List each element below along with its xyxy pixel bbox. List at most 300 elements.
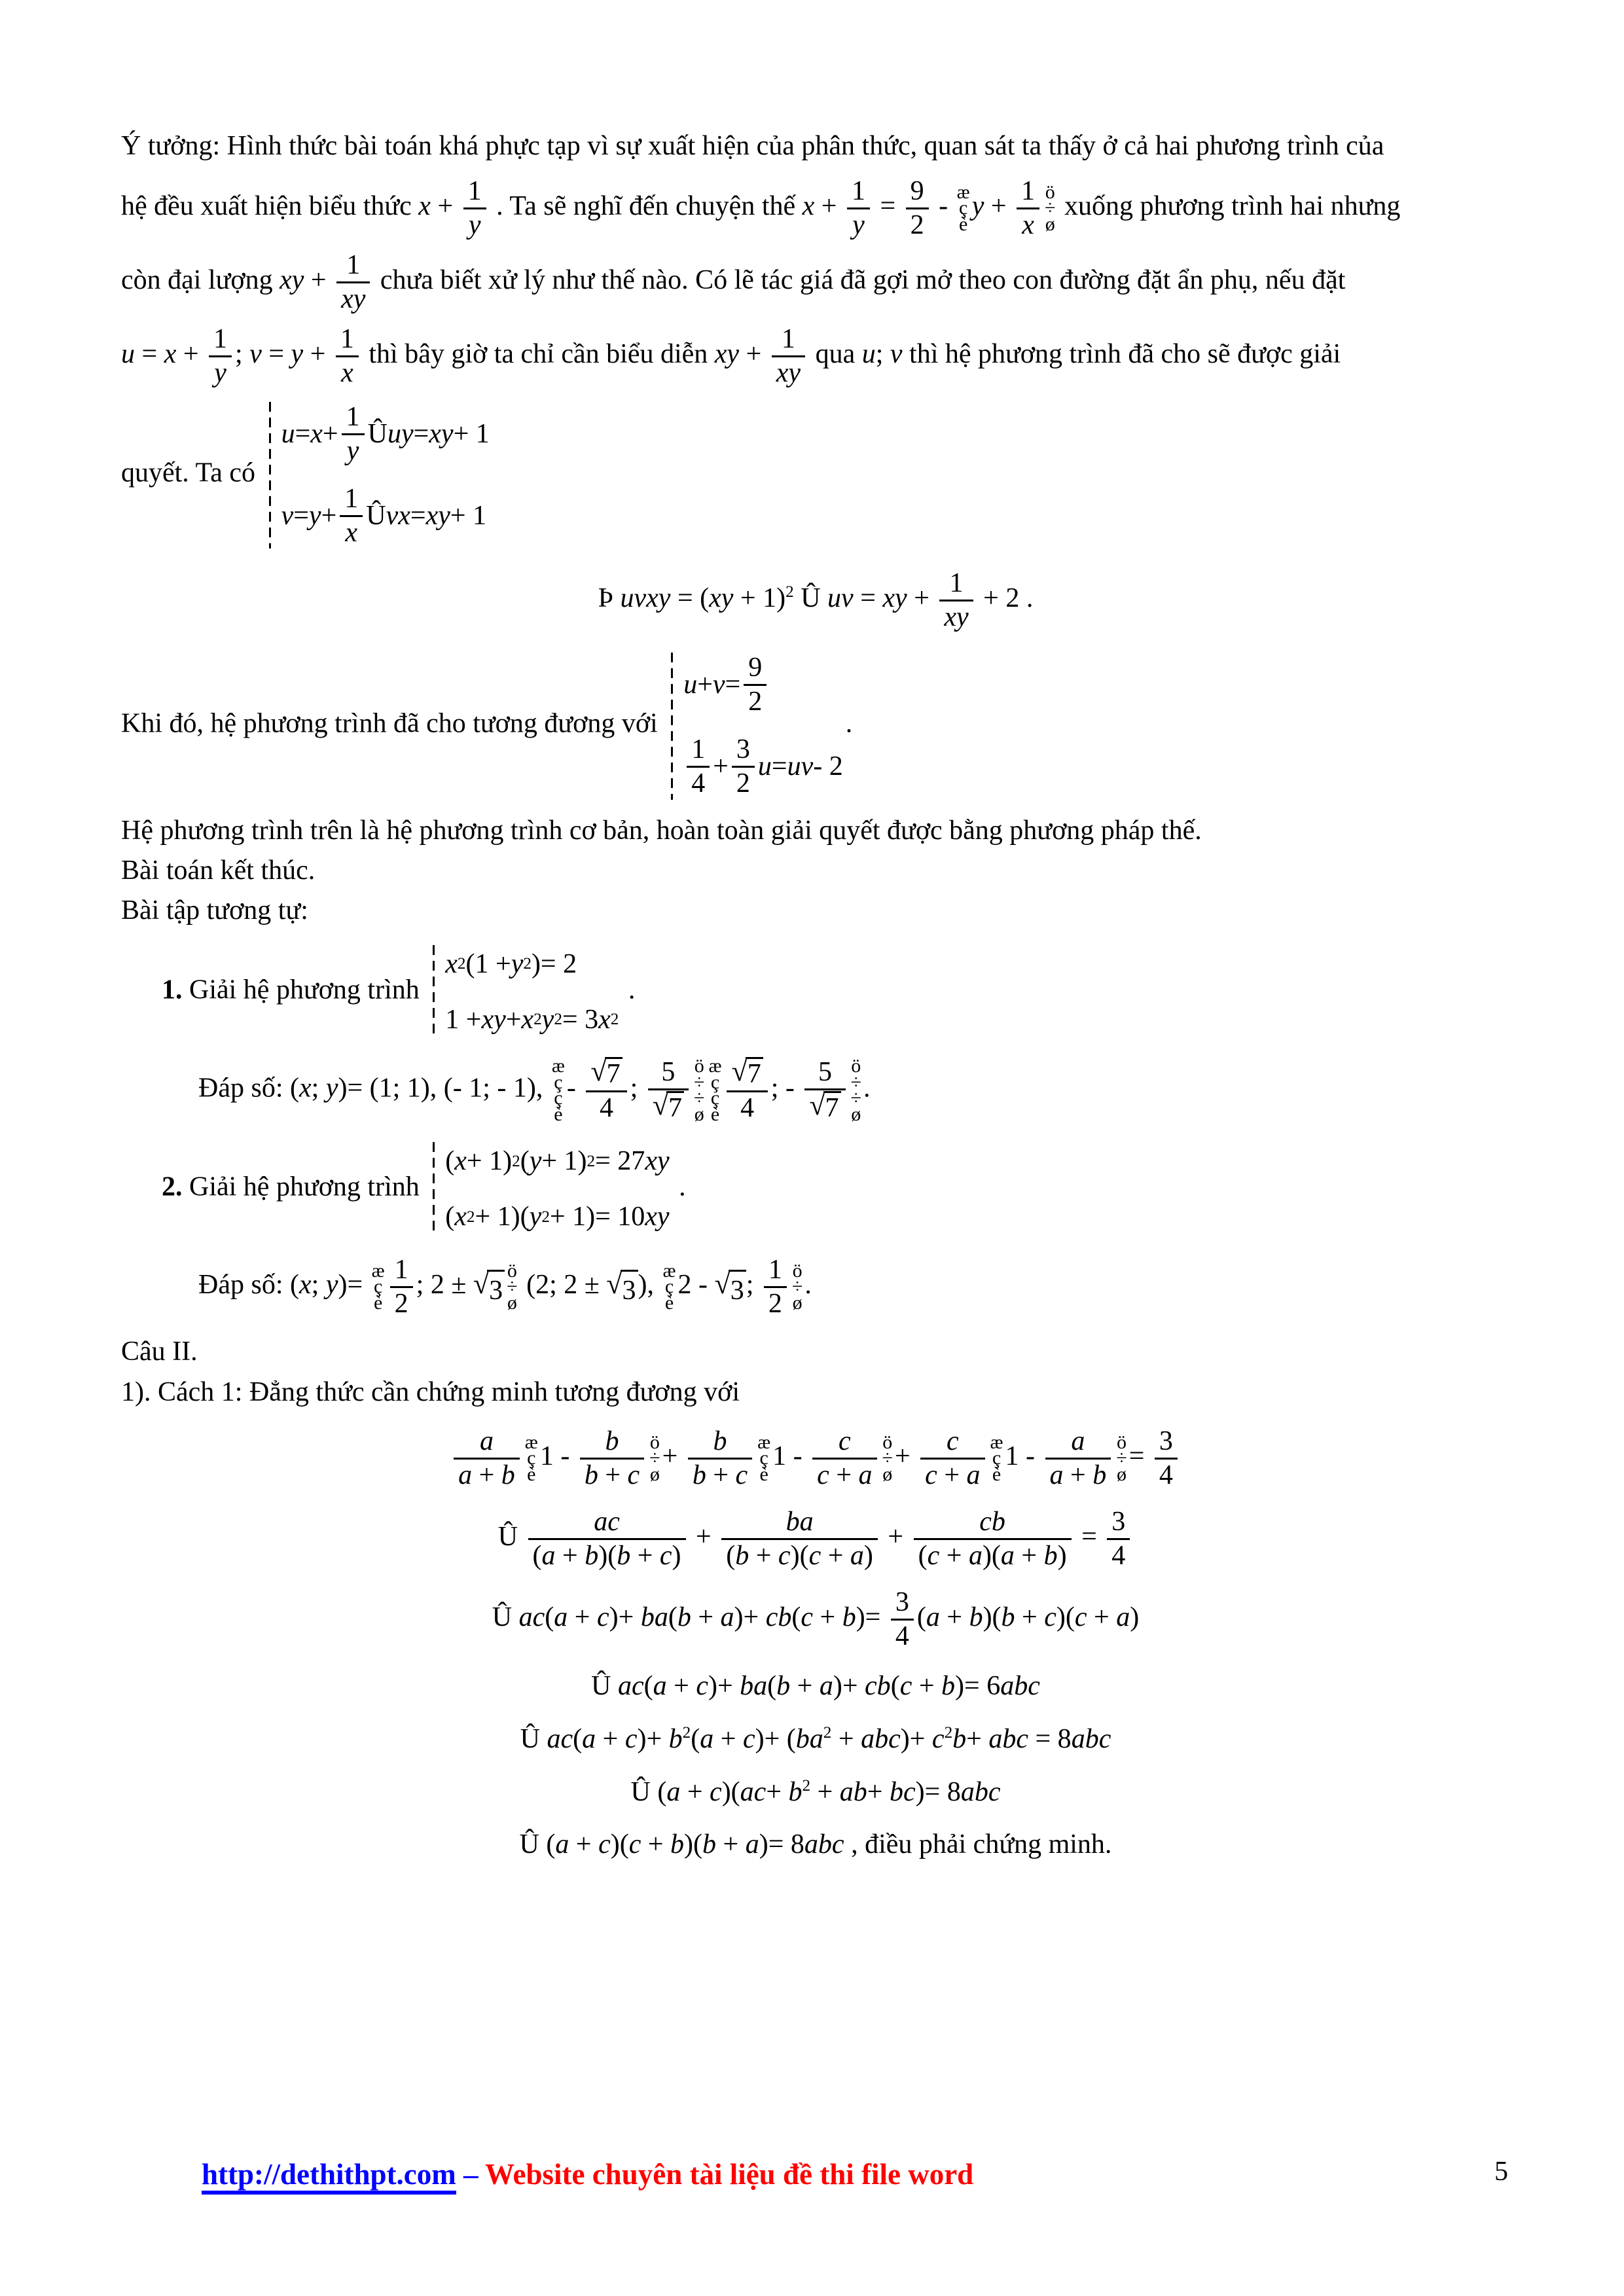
- footer-separator: –: [456, 2158, 485, 2191]
- math-variable: c: [925, 1460, 937, 1491]
- bracket-glyph: ø: [1116, 1463, 1127, 1485]
- fraction: [688, 1426, 752, 1491]
- math-variable: a: [926, 1602, 940, 1633]
- bracket-glyph-column: [551, 1055, 565, 1126]
- numerator: 1: [764, 1255, 787, 1288]
- denominator: [847, 209, 870, 241]
- math-variable: y: [971, 191, 984, 222]
- denominator: 4: [1111, 1541, 1126, 1571]
- fraction: [1045, 1426, 1111, 1491]
- bracket-glyph: è: [759, 1463, 768, 1485]
- math-variable: a: [1116, 1602, 1130, 1633]
- numerator: [688, 1426, 752, 1460]
- system-row: v = y + $\frac{1}{x}$ Û vx = xy + 1: [281, 484, 487, 548]
- intro-line-1: Ý tưởng: Hình thức bài toán khá phực tạp vì sự xuất hiện của phân thức, quan sát ta thấy ở cả hai phương trình của: [121, 131, 1384, 161]
- math-variable: xy: [481, 1004, 506, 1035]
- numerator: 1: [336, 250, 370, 283]
- system-brace: [269, 402, 271, 548]
- denominator: [209, 357, 232, 389]
- bracket-glyph: ÷: [850, 1071, 862, 1093]
- bracket-glyph-column: [791, 1259, 803, 1314]
- math-variable: u: [757, 751, 772, 782]
- math-variable: c: [659, 1541, 672, 1571]
- math-variable: xy: [429, 419, 454, 450]
- system-row: u = x + $\frac{1}{y}$ Û uy = xy + 1: [281, 402, 490, 467]
- denominator: c + a: [817, 1460, 873, 1491]
- problem-2: 2. Giải hệ phương trình ( x + 1) 2 ( y + 1) 2 = 27 xy ( x 2 + 1)( y 2 + 1)= 10 xy .: [121, 1138, 1510, 1240]
- math-variable: xy: [425, 501, 450, 531]
- math-variable: xy: [776, 358, 801, 389]
- math-variable: c: [1044, 1602, 1056, 1633]
- system-row: x 2 (1 + y 2 )= 2: [445, 945, 619, 984]
- math-variable: x: [418, 191, 431, 222]
- numerator: [727, 1057, 767, 1092]
- denominator: 4: [740, 1093, 755, 1124]
- math-variable: abc: [861, 1723, 901, 1754]
- math-variable: a: [555, 1829, 569, 1860]
- numerator: [914, 1507, 1072, 1540]
- math-variable: abc: [1000, 1671, 1040, 1702]
- denominator: [463, 209, 486, 241]
- numerator: 1: [340, 484, 363, 517]
- numerator: [721, 1507, 878, 1540]
- math-variable: x: [164, 339, 177, 370]
- bracket-glyph-column: [524, 1431, 538, 1485]
- math-variable: c: [696, 1671, 708, 1702]
- denominator: [1017, 209, 1039, 241]
- identity-eq-3: Û ac(a + c)+ ba(b + a)+ cb(c + b)= $\frac{3}{4}$ (a + b)(b + c)(c + a): [492, 1587, 1140, 1652]
- bai-tap-tuong-tu: Bài tập tương tự:: [121, 895, 308, 926]
- numerator: [454, 1426, 520, 1460]
- math-variable: a: [745, 1829, 759, 1860]
- math-variable: y: [325, 1270, 338, 1300]
- math-variable: a: [966, 1460, 981, 1491]
- bracket-glyph: ö: [507, 1259, 517, 1282]
- math-variable: c: [817, 1460, 829, 1491]
- fraction: [209, 324, 232, 389]
- math-variable: xy: [645, 1202, 670, 1232]
- radical-sign: √: [714, 1268, 731, 1300]
- numerator: [920, 1426, 984, 1460]
- problem-1: 1. Giải hệ phương trình x 2 (1 + y 2 )= 2 1 + xy + x 2 y 2 = 3 x 2 .: [121, 941, 1510, 1043]
- bracket-glyph: ö: [882, 1431, 893, 1453]
- bracket-glyph-column: [757, 1431, 771, 1485]
- math-variable: u: [281, 419, 295, 450]
- square-root: [590, 1057, 622, 1090]
- numerator: 3: [891, 1587, 914, 1621]
- intro-line-3: còn đại lượng xy + $\frac{1}{xy}$ chưa biết xử lý như thế nào. Có lẽ tác giá đã gợi mở theo con đường đặt ẩn phụ, nếu đặt: [121, 250, 1346, 315]
- bracket-glyph: æ: [551, 1055, 565, 1077]
- numerator: [812, 1426, 876, 1460]
- bracket-glyph: æ: [371, 1259, 385, 1282]
- system-row: $\frac{1}{4}$ + $\frac{3}{2}$ u = uv - 2: [683, 734, 843, 799]
- bracket-glyph: ö: [694, 1055, 704, 1077]
- math-variable: a: [700, 1723, 714, 1754]
- fraction: [1017, 176, 1039, 241]
- bracket-glyph-column: [507, 1259, 518, 1314]
- fraction: [528, 1507, 686, 1571]
- fraction: [906, 176, 929, 241]
- math-variable: b: [735, 1541, 749, 1571]
- bracket-glyph: ÷: [1116, 1447, 1127, 1469]
- numerator: 1: [847, 176, 870, 209]
- math-variable: c: [596, 1602, 609, 1633]
- math-variable: y: [852, 210, 865, 241]
- bold-label: 2.: [162, 1172, 183, 1202]
- math-variable: x: [598, 1004, 611, 1035]
- superscript: 2: [785, 583, 794, 601]
- math-variable: c: [710, 1776, 722, 1807]
- math-variable: b: [969, 1602, 983, 1633]
- bracket-glyph: ø: [694, 1103, 704, 1126]
- bracket-glyph: è: [710, 1103, 720, 1126]
- bracket-glyph: è: [527, 1463, 536, 1485]
- square-root: [731, 1057, 763, 1090]
- superscript: 2: [682, 1723, 691, 1742]
- math-variable: x: [445, 948, 458, 979]
- fraction: [764, 1255, 787, 1319]
- math-variable: x: [521, 1004, 534, 1035]
- bracket-glyph: ÷: [694, 1071, 705, 1093]
- bracket-glyph: è: [554, 1103, 563, 1126]
- math-variable: a: [653, 1671, 667, 1702]
- denominator: c + a: [925, 1460, 981, 1491]
- denominator: [648, 1090, 689, 1124]
- math-variable: abc: [960, 1776, 1001, 1807]
- numerator: [586, 1057, 626, 1092]
- bracket-glyph: ÷: [649, 1447, 660, 1469]
- math-variable: xy: [341, 284, 366, 315]
- identity-eq-1: $\frac{a}{a + b}$ æ ç è 1 - $\frac{b}{b + c}$ ö ÷ ø + $\frac{b}{b + c}$ æ ç è 1 - $\frac{c}{c + a}$ ö ÷ ø + $\frac{c}{c + a}$ æ ç è 1 - $\frac{a}{a + b}$ ö ÷ ø = $\frac{3}{4}$: [121, 1426, 1510, 1491]
- math-variable: abc: [1071, 1723, 1111, 1754]
- math-variable: c: [742, 1723, 755, 1754]
- math-variable: y: [214, 358, 226, 389]
- numerator: [580, 1426, 644, 1460]
- square-root: [653, 1091, 684, 1124]
- bracket-glyph: è: [374, 1291, 383, 1314]
- radical-sign: √: [590, 1055, 607, 1088]
- denominator: [804, 1090, 845, 1124]
- math-variable: y: [541, 1004, 554, 1035]
- math-variable: c: [598, 1829, 611, 1860]
- bracket-glyph: ö: [1045, 181, 1055, 203]
- system-brace: [671, 653, 673, 799]
- bracket-glyph-column: [882, 1431, 893, 1485]
- math-variable: b: [842, 1602, 856, 1633]
- radicand: 3: [487, 1270, 505, 1310]
- math-variable: c: [627, 1460, 640, 1491]
- math-variable: x: [1022, 210, 1034, 241]
- system-brace: [433, 945, 435, 1039]
- answer-2: Đáp số: (x; y)= æ ç è $\frac{1}{2}$ ; 2 ± √ 3 ö ÷ ø (2; 2 ± √ 3 ), æ ç è 2 - √ 3 ; $\frac{1}{2}$ ö ÷ ø .: [198, 1255, 812, 1319]
- math-variable: ab: [839, 1776, 867, 1807]
- fraction: [336, 324, 359, 389]
- footer-tagline: Website chuyên tài liệu đề thi file word: [484, 2158, 974, 2191]
- superscript: 2: [823, 1723, 832, 1742]
- math-variable: vx: [386, 501, 410, 531]
- cach-1-line: 1). Cách 1: Đẳng thức cần chứng minh tương đương với: [121, 1376, 740, 1407]
- identity-eq-5: Û $ac(a + c)+ b^2(a + c)+ (ba^2 + abc)+ c^2b+$ abc = 8abc: [520, 1723, 1111, 1754]
- math-variable: a: [666, 1776, 681, 1807]
- math-variable: x: [341, 358, 353, 389]
- math-variable: uv: [787, 751, 814, 782]
- math-variable: c: [899, 1671, 912, 1702]
- denominator: 4: [1159, 1460, 1173, 1491]
- math-variable: v: [249, 339, 262, 370]
- bracket-glyph-column: [850, 1055, 862, 1126]
- system-row: u + v = $\frac{9}{2}$: [683, 653, 843, 717]
- bracket-glyph: è: [959, 213, 968, 235]
- fraction: [732, 734, 755, 799]
- bracket-glyph: ç: [554, 1071, 563, 1093]
- math-variable: a: [1049, 1460, 1064, 1491]
- math-variable: y: [325, 1073, 338, 1104]
- math-variable: abc: [988, 1723, 1028, 1754]
- radical-sign: √: [809, 1089, 825, 1122]
- math-variable: xy: [882, 583, 907, 614]
- math-variable: c: [947, 1426, 959, 1456]
- math-variable: b: [670, 1829, 685, 1860]
- math-variable: b: [501, 1460, 515, 1491]
- fraction: [648, 1057, 689, 1124]
- bracket-glyph: ø: [792, 1291, 803, 1314]
- math-variable: a: [858, 1460, 873, 1491]
- fraction: [342, 402, 365, 467]
- denominator: [939, 601, 973, 633]
- math-variable: b: [1001, 1602, 1015, 1633]
- math-variable: b: [668, 1723, 683, 1754]
- denominator: [772, 357, 805, 389]
- cau-ii-heading: Câu II.: [121, 1336, 198, 1367]
- he-co-ban-line: Hệ phương trình trên là hệ phương trình cơ bản, hoàn toàn giải quyết được bằng phương pháp thế.: [121, 815, 1202, 846]
- bracket-glyph: ç: [374, 1276, 383, 1298]
- math-variable: a: [850, 1541, 864, 1571]
- math-variable: b: [788, 1776, 803, 1807]
- math-variable: c: [1074, 1602, 1087, 1633]
- bracket-glyph-column: [1045, 181, 1056, 235]
- math-variable: abc: [804, 1829, 844, 1860]
- system-row: ( x + 1) 2 ( y + 1) 2 = 27 xy: [445, 1142, 669, 1181]
- denominator: [342, 435, 365, 467]
- equation-system: [265, 402, 490, 548]
- math-variable: xy: [944, 602, 969, 633]
- math-variable: y: [346, 436, 359, 467]
- fraction: [336, 250, 370, 315]
- math-variable: x: [802, 191, 815, 222]
- bracket-glyph: ç: [959, 197, 968, 219]
- math-variable: xy: [714, 339, 740, 370]
- math-variable: v: [281, 501, 294, 531]
- math-variable: u: [683, 670, 698, 700]
- radicand: 7: [746, 1057, 763, 1090]
- radical-sign: √: [652, 1089, 668, 1122]
- bracket-glyph: ç: [710, 1087, 720, 1109]
- numerator: 3: [1155, 1426, 1178, 1460]
- denominator: a + b: [458, 1460, 515, 1491]
- math-variable: v: [890, 339, 903, 370]
- denominator: 2: [394, 1289, 408, 1319]
- math-variable: ba: [795, 1723, 823, 1754]
- math-variable: b: [584, 1460, 598, 1491]
- math-variable: b: [1043, 1541, 1058, 1571]
- bracket-glyph: ç: [527, 1447, 536, 1469]
- math-variable: ba: [640, 1602, 668, 1633]
- square-root: [606, 1270, 638, 1310]
- math-variable: y: [529, 1146, 542, 1177]
- numerator: 3: [1107, 1507, 1130, 1540]
- bracket-glyph: ö: [649, 1431, 660, 1453]
- fraction: [744, 653, 767, 717]
- fraction: [939, 568, 973, 633]
- radical-sign: √: [731, 1055, 748, 1088]
- bracket-glyph: ÷: [850, 1087, 862, 1109]
- math-variable: c: [931, 1723, 945, 1754]
- math-variable: uvxy: [620, 583, 671, 614]
- bracket-glyph: æ: [956, 181, 970, 203]
- bracket-glyph: ö: [1116, 1431, 1127, 1453]
- denominator: 2: [748, 687, 763, 717]
- math-variable: cb: [865, 1671, 891, 1702]
- bracket-glyph-column: [649, 1431, 660, 1485]
- bracket-glyph: è: [992, 1463, 1001, 1485]
- bracket-glyph: ÷: [882, 1447, 893, 1469]
- fraction: [727, 1057, 767, 1124]
- denominator: [336, 357, 359, 389]
- fraction: [772, 324, 805, 389]
- square-root: [473, 1270, 505, 1310]
- bai-toan-ket-thuc: Bài toán kết thúc.: [121, 855, 316, 886]
- fraction: [390, 1255, 413, 1319]
- ta-co-system: quyết. Ta có u = x + $\frac{1}{y}$ Û uy = xy + 1 v = y + $\frac{1}{x}$ Û vx = xy + 1: [121, 402, 490, 548]
- equation-system: [429, 945, 619, 1039]
- page-number: 5: [1494, 2157, 1508, 2187]
- denominator: (c + a)(a + b): [918, 1541, 1067, 1571]
- numerator: 1: [772, 324, 805, 357]
- equation-system: [429, 1142, 669, 1236]
- bracket-glyph-column: [708, 1055, 722, 1126]
- radicand: 3: [621, 1270, 638, 1310]
- denominator: 2: [736, 768, 750, 799]
- bracket-glyph: ç: [710, 1071, 720, 1093]
- denominator: 2: [910, 210, 924, 241]
- math-variable: c: [927, 1541, 940, 1571]
- radical-sign: √: [473, 1268, 490, 1300]
- square-root: [809, 1091, 840, 1124]
- fraction: [804, 1057, 845, 1124]
- denominator: [336, 283, 370, 315]
- math-variable: a: [541, 1541, 556, 1571]
- system-rows: [445, 1142, 669, 1236]
- math-variable: y: [529, 1202, 542, 1232]
- bracket-glyph-column: [990, 1431, 1003, 1485]
- math-variable: x: [298, 1270, 312, 1300]
- bracket-glyph: ÷: [1045, 197, 1056, 219]
- fraction: [914, 1507, 1072, 1571]
- bracket-glyph-column: [1116, 1431, 1127, 1485]
- bracket-glyph: æ: [662, 1259, 676, 1282]
- system-rows: [683, 653, 843, 799]
- math-variable: c: [778, 1541, 791, 1571]
- bracket-glyph: ÷: [791, 1276, 803, 1298]
- fraction: [340, 484, 363, 548]
- fraction: [812, 1426, 876, 1491]
- uv-equation: Þ uvxy = (xy + 1)$^2$ Û uv = xy + $\frac{1}{xy}$ + 2 .: [598, 568, 1034, 633]
- denominator: (a + b)(b + c): [532, 1541, 681, 1571]
- bracket-glyph: ç: [759, 1447, 768, 1469]
- bold-label: 1.: [162, 975, 183, 1005]
- answer-1: Đáp số: (x; y)= (1; 1), (- 1; - 1), æ ç ç è - √ 7 4 ; 5 √ 7 ö ÷ ÷ ø æ ç ç è √ 7 4 ; - 5 √ 7 ö ÷ ÷ ø .: [198, 1055, 871, 1126]
- bracket-glyph: ç: [992, 1447, 1001, 1469]
- math-variable: c: [628, 1829, 641, 1860]
- numerator: 9: [906, 176, 929, 209]
- superscript: 2: [944, 1723, 953, 1742]
- math-variable: v: [712, 670, 725, 700]
- math-variable: y: [468, 210, 481, 241]
- math-variable: cb: [979, 1507, 1005, 1537]
- footer-link[interactable]: http://dethithpt.com: [202, 2158, 456, 2195]
- math-variable: ac: [617, 1671, 644, 1702]
- math-variable: ac: [740, 1776, 767, 1807]
- identity-eq-4: Û ac(a + c)+ ba(b + a)+ cb(c + b)= 6abc: [591, 1671, 1040, 1702]
- bracket-glyph: ø: [882, 1463, 893, 1485]
- system-row: 1 + xy + x 2 y 2 = 3 x 2: [445, 1001, 619, 1039]
- math-variable: u: [121, 339, 135, 370]
- bracket-glyph: æ: [990, 1431, 1003, 1453]
- math-variable: y: [291, 339, 304, 370]
- math-variable: b: [605, 1426, 619, 1456]
- math-variable: b: [941, 1671, 956, 1702]
- math-variable: u: [861, 339, 876, 370]
- fraction: [1107, 1507, 1130, 1571]
- bracket-glyph: ø: [1045, 213, 1055, 235]
- fraction: [687, 734, 710, 799]
- numerator: 1: [390, 1255, 413, 1288]
- math-variable: b: [692, 1460, 706, 1491]
- radicand: 7: [666, 1091, 684, 1124]
- numerator: [528, 1507, 686, 1540]
- system-rows: [445, 945, 619, 1039]
- bracket-glyph-column: [662, 1259, 676, 1314]
- denominator: [340, 517, 363, 548]
- math-variable: ba: [740, 1671, 768, 1702]
- fraction: [847, 176, 870, 241]
- math-variable: a: [582, 1723, 596, 1754]
- math-variable: a: [1071, 1426, 1085, 1456]
- math-variable: bc: [889, 1776, 916, 1807]
- math-variable: x: [454, 1146, 467, 1177]
- fraction: [891, 1587, 914, 1652]
- math-variable: a: [479, 1426, 494, 1456]
- radical-sign: √: [606, 1268, 623, 1300]
- bracket-glyph-column: [371, 1259, 385, 1314]
- bracket-glyph-column: [694, 1055, 705, 1126]
- denominator: (b + c)(c + a): [726, 1541, 873, 1571]
- system-brace: [433, 1142, 435, 1236]
- numerator: 1: [209, 324, 232, 357]
- bracket-glyph: æ: [524, 1431, 538, 1453]
- fraction: [454, 1426, 520, 1491]
- numerator: 1: [342, 402, 365, 435]
- numerator: [1045, 1426, 1111, 1460]
- math-variable: uy: [387, 419, 414, 450]
- denominator: b + c: [584, 1460, 640, 1491]
- bracket-glyph: ö: [792, 1259, 803, 1282]
- math-variable: cb: [765, 1602, 792, 1633]
- fraction: [920, 1426, 984, 1491]
- math-variable: ac: [547, 1723, 573, 1754]
- square-root: [715, 1270, 746, 1310]
- math-variable: x: [298, 1073, 312, 1104]
